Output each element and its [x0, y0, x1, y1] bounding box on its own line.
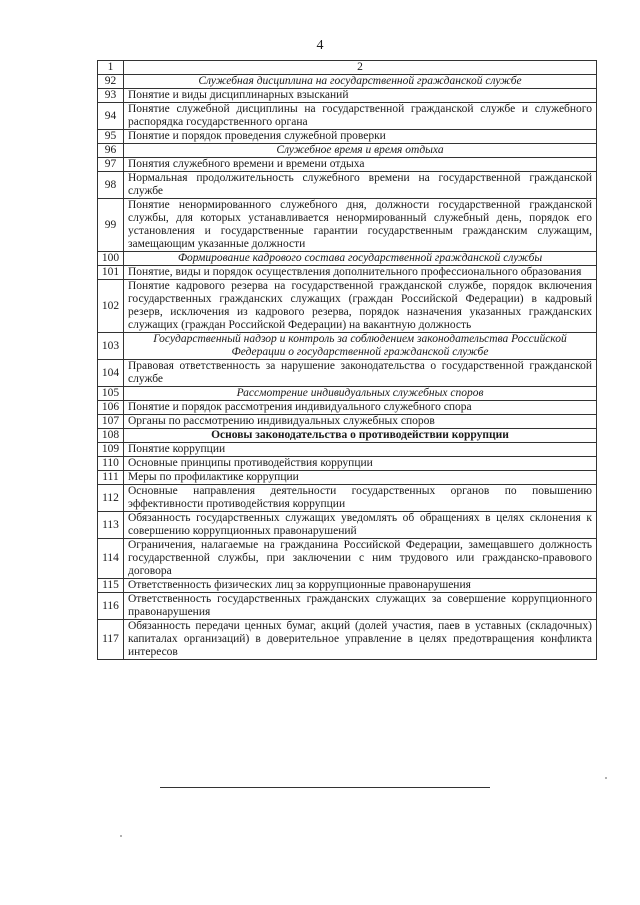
section-heading: Формирование кадрового состава государственной гражданской службы — [124, 252, 597, 266]
topic-text: Ответственность физических лиц за коррупционные правонарушения — [124, 579, 597, 593]
table-row — [98, 539, 597, 579]
row-number: 113 — [98, 512, 124, 539]
closing-line — [160, 787, 490, 788]
row-number: 103 — [98, 333, 124, 360]
row-number: 96 — [98, 144, 124, 158]
row-number: 117 — [98, 620, 124, 660]
table-row — [98, 360, 597, 387]
row-number: 97 — [98, 158, 124, 172]
table-body — [98, 61, 597, 660]
table-row — [98, 471, 597, 485]
table-row — [98, 144, 597, 158]
row-number: 107 — [98, 415, 124, 429]
table-row — [98, 593, 597, 620]
row-number: 100 — [98, 252, 124, 266]
table-row — [98, 485, 597, 512]
row-number: 115 — [98, 579, 124, 593]
table-row — [98, 415, 597, 429]
row-number: 101 — [98, 266, 124, 280]
section-heading: Служебное время и время отдыха — [124, 144, 597, 158]
table-row — [98, 266, 597, 280]
table-row — [98, 75, 597, 89]
topic-text: Понятие служебной дисциплины на государственной гражданской службе и служебного распорядка государственного органа — [124, 103, 597, 130]
row-number: 109 — [98, 443, 124, 457]
topic-text: Понятие кадрового резерва на государственной гражданской службе, порядок включения государственных гражданских служащих (граждан Российской Федерации) в кадровый резерв, исключения из кадрового резерва, порядок назначения указанных гражданских служащих (граждан Российской Федерации) на вакантную должность — [124, 280, 597, 333]
header-col-topic: 2 — [124, 61, 597, 75]
table-row — [98, 280, 597, 333]
row-number: 94 — [98, 103, 124, 130]
topic-text: Обязанность передачи ценных бумаг, акций (долей участия, паев в уставных (складочных) капиталах организаций) в доверительное управление в целях предотвращения конфликта интересов — [124, 620, 597, 660]
table-row — [98, 89, 597, 103]
topic-text: Основные принципы противодействия коррупции — [124, 457, 597, 471]
table-row — [98, 579, 597, 593]
section-heading: Государственный надзор и контроль за соблюдением законодательства Российской Федерации о государственной гражданской службе — [124, 333, 597, 360]
topic-text: Обязанность государственных служащих уведомлять об обращениях в целях склонения к совершению коррупционных правонарушений — [124, 512, 597, 539]
topic-text: Правовая ответственность за нарушение законодательства о государственной гражданской службе — [124, 360, 597, 387]
table-row — [98, 401, 597, 415]
topic-text: Органы по рассмотрению индивидуальных служебных споров — [124, 415, 597, 429]
row-number: 106 — [98, 401, 124, 415]
topic-text: Понятие и виды дисциплинарных взысканий — [124, 89, 597, 103]
topics-table — [97, 60, 597, 660]
table-row — [98, 103, 597, 130]
table-row — [98, 620, 597, 660]
row-number: 111 — [98, 471, 124, 485]
row-number: 98 — [98, 172, 124, 199]
section-heading: Основы законодательства о противодействии коррупции — [124, 429, 597, 443]
table-row — [98, 457, 597, 471]
row-number: 108 — [98, 429, 124, 443]
row-number: 104 — [98, 360, 124, 387]
row-number: 93 — [98, 89, 124, 103]
section-heading: Служебная дисциплина на государственной гражданской службе — [124, 75, 597, 89]
header-col-number: 1 — [98, 61, 124, 75]
scan-speck — [120, 835, 122, 837]
section-heading: Рассмотрение индивидуальных служебных споров — [124, 387, 597, 401]
table-row — [98, 252, 597, 266]
row-number: 102 — [98, 280, 124, 333]
topic-text: Понятие, виды и порядок осуществления дополнительного профессионального образования — [124, 266, 597, 280]
table-row — [98, 199, 597, 252]
table-row — [98, 333, 597, 360]
topic-text: Меры по профилактике коррупции — [124, 471, 597, 485]
topic-text: Нормальная продолжительность служебного времени на государственной гражданской службе — [124, 172, 597, 199]
topic-text: Ответственность государственных гражданских служащих за совершение коррупционного правонарушения — [124, 593, 597, 620]
topic-text: Понятия служебного времени и времени отдыха — [124, 158, 597, 172]
row-number: 95 — [98, 130, 124, 144]
row-number: 110 — [98, 457, 124, 471]
table-header-row — [98, 61, 597, 75]
table-row — [98, 158, 597, 172]
scan-speck — [605, 777, 607, 779]
topic-text: Понятие и порядок проведения служебной проверки — [124, 130, 597, 144]
table-row — [98, 512, 597, 539]
table-row — [98, 387, 597, 401]
topic-text: Ограничения, налагаемые на гражданина Российской Федерации, замещавшего должность государственной службы, при заключении с ним трудового или гражданско-правового договора — [124, 539, 597, 579]
row-number: 105 — [98, 387, 124, 401]
table-row — [98, 429, 597, 443]
topic-text: Понятие и порядок рассмотрения индивидуального служебного спора — [124, 401, 597, 415]
row-number: 92 — [98, 75, 124, 89]
page-number: 4 — [316, 38, 324, 53]
topic-text: Основные направления деятельности государственных органов по повышению эффективности противодействия коррупции — [124, 485, 597, 512]
table-row — [98, 130, 597, 144]
row-number: 99 — [98, 199, 124, 252]
topic-text: Понятие ненормированного служебного дня, должности государственной гражданской службы, для которых устанавливается ненормированный служебный день, порядок его установления и государственные гарантии государственным гражданским служащим, замещающим указанные должности — [124, 199, 597, 252]
row-number: 116 — [98, 593, 124, 620]
table-row — [98, 172, 597, 199]
row-number: 114 — [98, 539, 124, 579]
topic-text: Понятие коррупции — [124, 443, 597, 457]
table-row — [98, 443, 597, 457]
row-number: 112 — [98, 485, 124, 512]
